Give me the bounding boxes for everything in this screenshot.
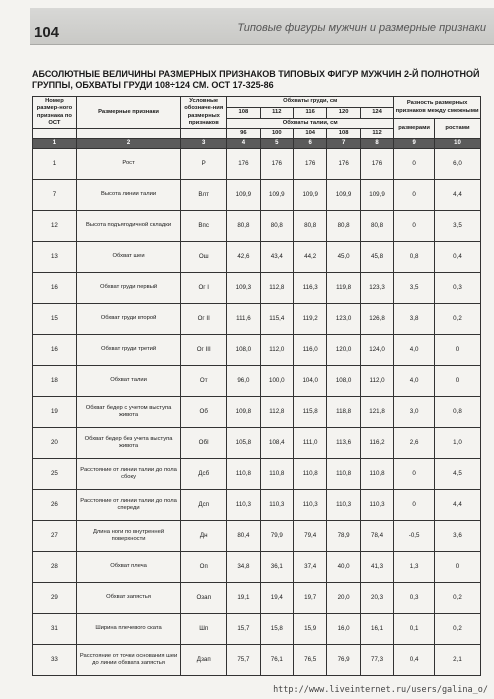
feature-symbol-cell: Ог III	[181, 335, 227, 366]
feature-name-cell: Обхват груди первый	[76, 273, 180, 304]
value-cell: 110,3	[227, 490, 260, 521]
value-cell: 176	[294, 149, 327, 180]
value-cell: 111,0	[294, 428, 327, 459]
feature-number-cell: 26	[33, 490, 77, 521]
value-cell: 15,9	[294, 614, 327, 645]
feature-name-cell: Обхват шеи	[76, 242, 180, 273]
feature-symbol-cell: Оп	[181, 552, 227, 583]
chest-value: 116	[294, 108, 327, 119]
feature-name-cell: Обхват бедер без учета выступа живота	[76, 428, 180, 459]
value-cell: 79,9	[260, 521, 293, 552]
chest-value: 112	[260, 108, 293, 119]
feature-symbol-cell: Дсп	[181, 490, 227, 521]
value-cell: 80,8	[327, 211, 360, 242]
header-corner-a	[33, 129, 77, 139]
chest-value: 120	[327, 108, 360, 119]
feature-symbol-cell: Ог II	[181, 304, 227, 335]
feature-name-cell: Обхват бедер с учетом выступа живота	[76, 397, 180, 428]
diff-size-cell: 3,8	[394, 304, 435, 335]
table-row	[33, 273, 481, 304]
value-cell: 80,4	[227, 521, 260, 552]
value-cell: 113,6	[327, 428, 360, 459]
value-cell: 110,8	[294, 459, 327, 490]
feature-number-cell: 20	[33, 428, 77, 459]
value-cell: 176	[327, 149, 360, 180]
value-cell: 124,0	[360, 335, 393, 366]
feature-symbol-cell: Р	[181, 149, 227, 180]
value-cell: 109,3	[227, 273, 260, 304]
value-cell: 15,7	[227, 614, 260, 645]
feature-symbol-cell: Впс	[181, 211, 227, 242]
feature-symbol-cell: ОбI	[181, 428, 227, 459]
value-cell: 112,8	[260, 273, 293, 304]
table-row	[33, 583, 481, 614]
waist-value: 104	[294, 129, 327, 139]
value-cell: 116,2	[360, 428, 393, 459]
feature-number-cell: 1	[33, 149, 77, 180]
diff-height-cell: 0,3	[434, 273, 480, 304]
column-number: 8	[360, 139, 393, 149]
header-feature: Размерные признаки	[76, 97, 180, 129]
value-cell: 80,8	[360, 211, 393, 242]
feature-symbol-cell: От	[181, 366, 227, 397]
table-row	[33, 149, 481, 180]
waist-value: 100	[260, 129, 293, 139]
feature-number-cell: 13	[33, 242, 77, 273]
size-table	[32, 96, 481, 676]
diff-size-cell: 3,5	[394, 273, 435, 304]
feature-name-cell: Рост	[76, 149, 180, 180]
value-cell: 80,8	[260, 211, 293, 242]
value-cell: 110,8	[327, 459, 360, 490]
value-cell: 43,4	[260, 242, 293, 273]
table-row	[33, 397, 481, 428]
value-cell: 79,4	[294, 521, 327, 552]
value-cell: 108,0	[227, 335, 260, 366]
diff-size-cell: 0	[394, 490, 435, 521]
value-cell: 75,7	[227, 645, 260, 676]
feature-number-cell: 16	[33, 273, 77, 304]
chest-value: 124	[360, 108, 393, 119]
diff-height-cell: 0,2	[434, 614, 480, 645]
column-number: 4	[227, 139, 260, 149]
diff-size-cell: 0	[394, 149, 435, 180]
feature-name-cell: Длина ноги по внутренней поверхности	[76, 521, 180, 552]
feature-number-cell: 16	[33, 335, 77, 366]
value-cell: 36,1	[260, 552, 293, 583]
value-cell: 123,0	[327, 304, 360, 335]
diff-size-cell: 0	[394, 180, 435, 211]
diff-size-cell: 0,4	[394, 645, 435, 676]
value-cell: 176	[227, 149, 260, 180]
diff-size-cell: 4,0	[394, 366, 435, 397]
column-number: 2	[76, 139, 180, 149]
feature-symbol-cell: Шп	[181, 614, 227, 645]
feature-number-cell: 29	[33, 583, 77, 614]
feature-symbol-cell: Дсб	[181, 459, 227, 490]
table-row	[33, 304, 481, 335]
diff-height-cell: 4,5	[434, 459, 480, 490]
table-row	[33, 428, 481, 459]
diff-size-cell: 0	[394, 459, 435, 490]
value-cell: 20,3	[360, 583, 393, 614]
column-number: 10	[434, 139, 480, 149]
header-waist-group: Обхваты талии, см	[227, 119, 394, 129]
header-diff-sizes: размерами	[394, 119, 435, 139]
column-numbers-row	[33, 139, 481, 149]
value-cell: 40,0	[327, 552, 360, 583]
page-number: 104	[34, 24, 60, 41]
table-row	[33, 335, 481, 366]
value-cell: 96,0	[227, 366, 260, 397]
feature-name-cell: Обхват запястья	[76, 583, 180, 614]
feature-name-cell: Обхват груди второй	[76, 304, 180, 335]
value-cell: 115,8	[294, 397, 327, 428]
waist-value: 108	[327, 129, 360, 139]
value-cell: 121,8	[360, 397, 393, 428]
footer-url: http://www.liveinternet.ru/users/galina_o/	[273, 685, 488, 695]
diff-height-cell: 0,4	[434, 242, 480, 273]
feature-number-cell: 7	[33, 180, 77, 211]
table-row	[33, 614, 481, 645]
value-cell: 44,2	[294, 242, 327, 273]
feature-name-cell: Обхват талии	[76, 366, 180, 397]
value-cell: 76,9	[327, 645, 360, 676]
value-cell: 78,9	[327, 521, 360, 552]
value-cell: 80,8	[294, 211, 327, 242]
table-row	[33, 645, 481, 676]
value-cell: 115,4	[260, 304, 293, 335]
diff-height-cell: 0	[434, 552, 480, 583]
value-cell: 110,3	[327, 490, 360, 521]
diff-size-cell: -0,5	[394, 521, 435, 552]
value-cell: 45,8	[360, 242, 393, 273]
feature-number-cell: 12	[33, 211, 77, 242]
diff-height-cell: 6,0	[434, 149, 480, 180]
column-number: 9	[394, 139, 435, 149]
value-cell: 77,3	[360, 645, 393, 676]
value-cell: 116,0	[294, 335, 327, 366]
value-cell: 120,0	[327, 335, 360, 366]
chest-value: 108	[227, 108, 260, 119]
value-cell: 19,1	[227, 583, 260, 614]
value-cell: 110,8	[360, 459, 393, 490]
value-cell: 45,0	[327, 242, 360, 273]
diff-height-cell: 0,2	[434, 583, 480, 614]
feature-number-cell: 19	[33, 397, 77, 428]
table-row	[33, 459, 481, 490]
waist-value: 96	[227, 129, 260, 139]
value-cell: 112,0	[360, 366, 393, 397]
value-cell: 112,8	[260, 397, 293, 428]
diff-height-cell: 1,0	[434, 428, 480, 459]
diff-size-cell: 4,0	[394, 335, 435, 366]
table-title: АБСОЛЮТНЫЕ ВЕЛИЧИНЫ РАЗМЕРНЫХ ПРИЗНАКОВ ТИПОВЫХ ФИГУР МУЖЧИН 2-Й ПОЛНОТНОЙ ГРУППЫ, ОБХВАТЫ ГРУДИ 108÷124 СМ. ОСТ 17-325-86	[32, 69, 480, 90]
value-cell: 78,4	[360, 521, 393, 552]
feature-symbol-cell: Об	[181, 397, 227, 428]
value-cell: 104,0	[294, 366, 327, 397]
feature-symbol-cell: Дзап	[181, 645, 227, 676]
table-row	[33, 242, 481, 273]
diff-height-cell: 0,2	[434, 304, 480, 335]
diff-height-cell: 3,5	[434, 211, 480, 242]
feature-name-cell: Расстояние от линии талии до пола спереди	[76, 490, 180, 521]
table-row	[33, 490, 481, 521]
diff-size-cell: 0,8	[394, 242, 435, 273]
feature-number-cell: 25	[33, 459, 77, 490]
column-number: 6	[294, 139, 327, 149]
column-number: 7	[327, 139, 360, 149]
diff-size-cell: 2,6	[394, 428, 435, 459]
diff-height-cell: 0	[434, 335, 480, 366]
value-cell: 110,8	[227, 459, 260, 490]
feature-number-cell: 15	[33, 304, 77, 335]
header-number: Номер размер-ного признака по ОСТ	[33, 97, 77, 129]
header-corner-c	[181, 129, 227, 139]
feature-name-cell: Обхват груди третий	[76, 335, 180, 366]
value-cell: 111,6	[227, 304, 260, 335]
column-number: 1	[33, 139, 77, 149]
value-cell: 109,8	[227, 397, 260, 428]
waist-value: 112	[360, 129, 393, 139]
diff-size-cell: 1,3	[394, 552, 435, 583]
value-cell: 109,9	[294, 180, 327, 211]
header-diff-group: Разность размерных признаков между смежными	[394, 97, 481, 119]
diff-height-cell: 0,8	[434, 397, 480, 428]
table-row	[33, 211, 481, 242]
value-cell: 105,8	[227, 428, 260, 459]
value-cell: 109,9	[227, 180, 260, 211]
diff-height-cell: 4,4	[434, 180, 480, 211]
table-row	[33, 180, 481, 211]
feature-name-cell: Высота подъягодичной складки	[76, 211, 180, 242]
value-cell: 108,0	[327, 366, 360, 397]
value-cell: 76,5	[294, 645, 327, 676]
value-cell: 109,9	[260, 180, 293, 211]
value-cell: 109,9	[360, 180, 393, 211]
diff-height-cell: 0	[434, 366, 480, 397]
value-cell: 118,8	[327, 397, 360, 428]
column-number: 5	[260, 139, 293, 149]
header-corner-b	[76, 129, 180, 139]
value-cell: 76,1	[260, 645, 293, 676]
value-cell: 110,3	[260, 490, 293, 521]
feature-name-cell: Расстояние от точки основания шеи до линии обхвата запястья	[76, 645, 180, 676]
value-cell: 19,4	[260, 583, 293, 614]
value-cell: 110,3	[294, 490, 327, 521]
column-number: 3	[181, 139, 227, 149]
header-chest-group: Обхваты груди, см	[227, 97, 394, 108]
feature-number-cell: 31	[33, 614, 77, 645]
value-cell: 100,0	[260, 366, 293, 397]
value-cell: 41,3	[360, 552, 393, 583]
value-cell: 108,4	[260, 428, 293, 459]
value-cell: 42,6	[227, 242, 260, 273]
feature-number-cell: 28	[33, 552, 77, 583]
feature-symbol-cell: Дн	[181, 521, 227, 552]
diff-size-cell: 0,3	[394, 583, 435, 614]
value-cell: 110,8	[260, 459, 293, 490]
value-cell: 19,7	[294, 583, 327, 614]
diff-height-cell: 3,6	[434, 521, 480, 552]
value-cell: 119,8	[327, 273, 360, 304]
feature-name-cell: Расстояние от линии талии до пола сбоку	[76, 459, 180, 490]
value-cell: 176	[360, 149, 393, 180]
value-cell: 20,0	[327, 583, 360, 614]
value-cell: 176	[260, 149, 293, 180]
header-symbol: Условные обозначе-ния размерных признаков	[181, 97, 227, 129]
value-cell: 119,2	[294, 304, 327, 335]
feature-number-cell: 33	[33, 645, 77, 676]
feature-symbol-cell: Ог I	[181, 273, 227, 304]
value-cell: 16,1	[360, 614, 393, 645]
feature-name-cell: Высота линии талии	[76, 180, 180, 211]
diff-height-cell: 2,1	[434, 645, 480, 676]
feature-symbol-cell: Влт	[181, 180, 227, 211]
feature-number-cell: 27	[33, 521, 77, 552]
feature-symbol-cell: Ош	[181, 242, 227, 273]
diff-size-cell: 3,0	[394, 397, 435, 428]
value-cell: 116,3	[294, 273, 327, 304]
value-cell: 16,0	[327, 614, 360, 645]
table-row	[33, 552, 481, 583]
feature-name-cell: Ширина плечевого ската	[76, 614, 180, 645]
value-cell: 15,8	[260, 614, 293, 645]
value-cell: 109,9	[327, 180, 360, 211]
value-cell: 34,8	[227, 552, 260, 583]
table-body	[33, 149, 481, 676]
value-cell: 123,3	[360, 273, 393, 304]
value-cell: 110,3	[360, 490, 393, 521]
running-head: Типовые фигуры мужчин и размерные признаки	[237, 22, 486, 34]
value-cell: 112,0	[260, 335, 293, 366]
feature-name-cell: Обхват плеча	[76, 552, 180, 583]
table-row	[33, 366, 481, 397]
diff-size-cell: 0,1	[394, 614, 435, 645]
table-row	[33, 521, 481, 552]
header-diff-heights: ростами	[434, 119, 480, 139]
feature-symbol-cell: Озап	[181, 583, 227, 614]
feature-number-cell: 18	[33, 366, 77, 397]
diff-size-cell: 0	[394, 211, 435, 242]
value-cell: 37,4	[294, 552, 327, 583]
diff-height-cell: 4,4	[434, 490, 480, 521]
value-cell: 126,8	[360, 304, 393, 335]
value-cell: 80,8	[227, 211, 260, 242]
